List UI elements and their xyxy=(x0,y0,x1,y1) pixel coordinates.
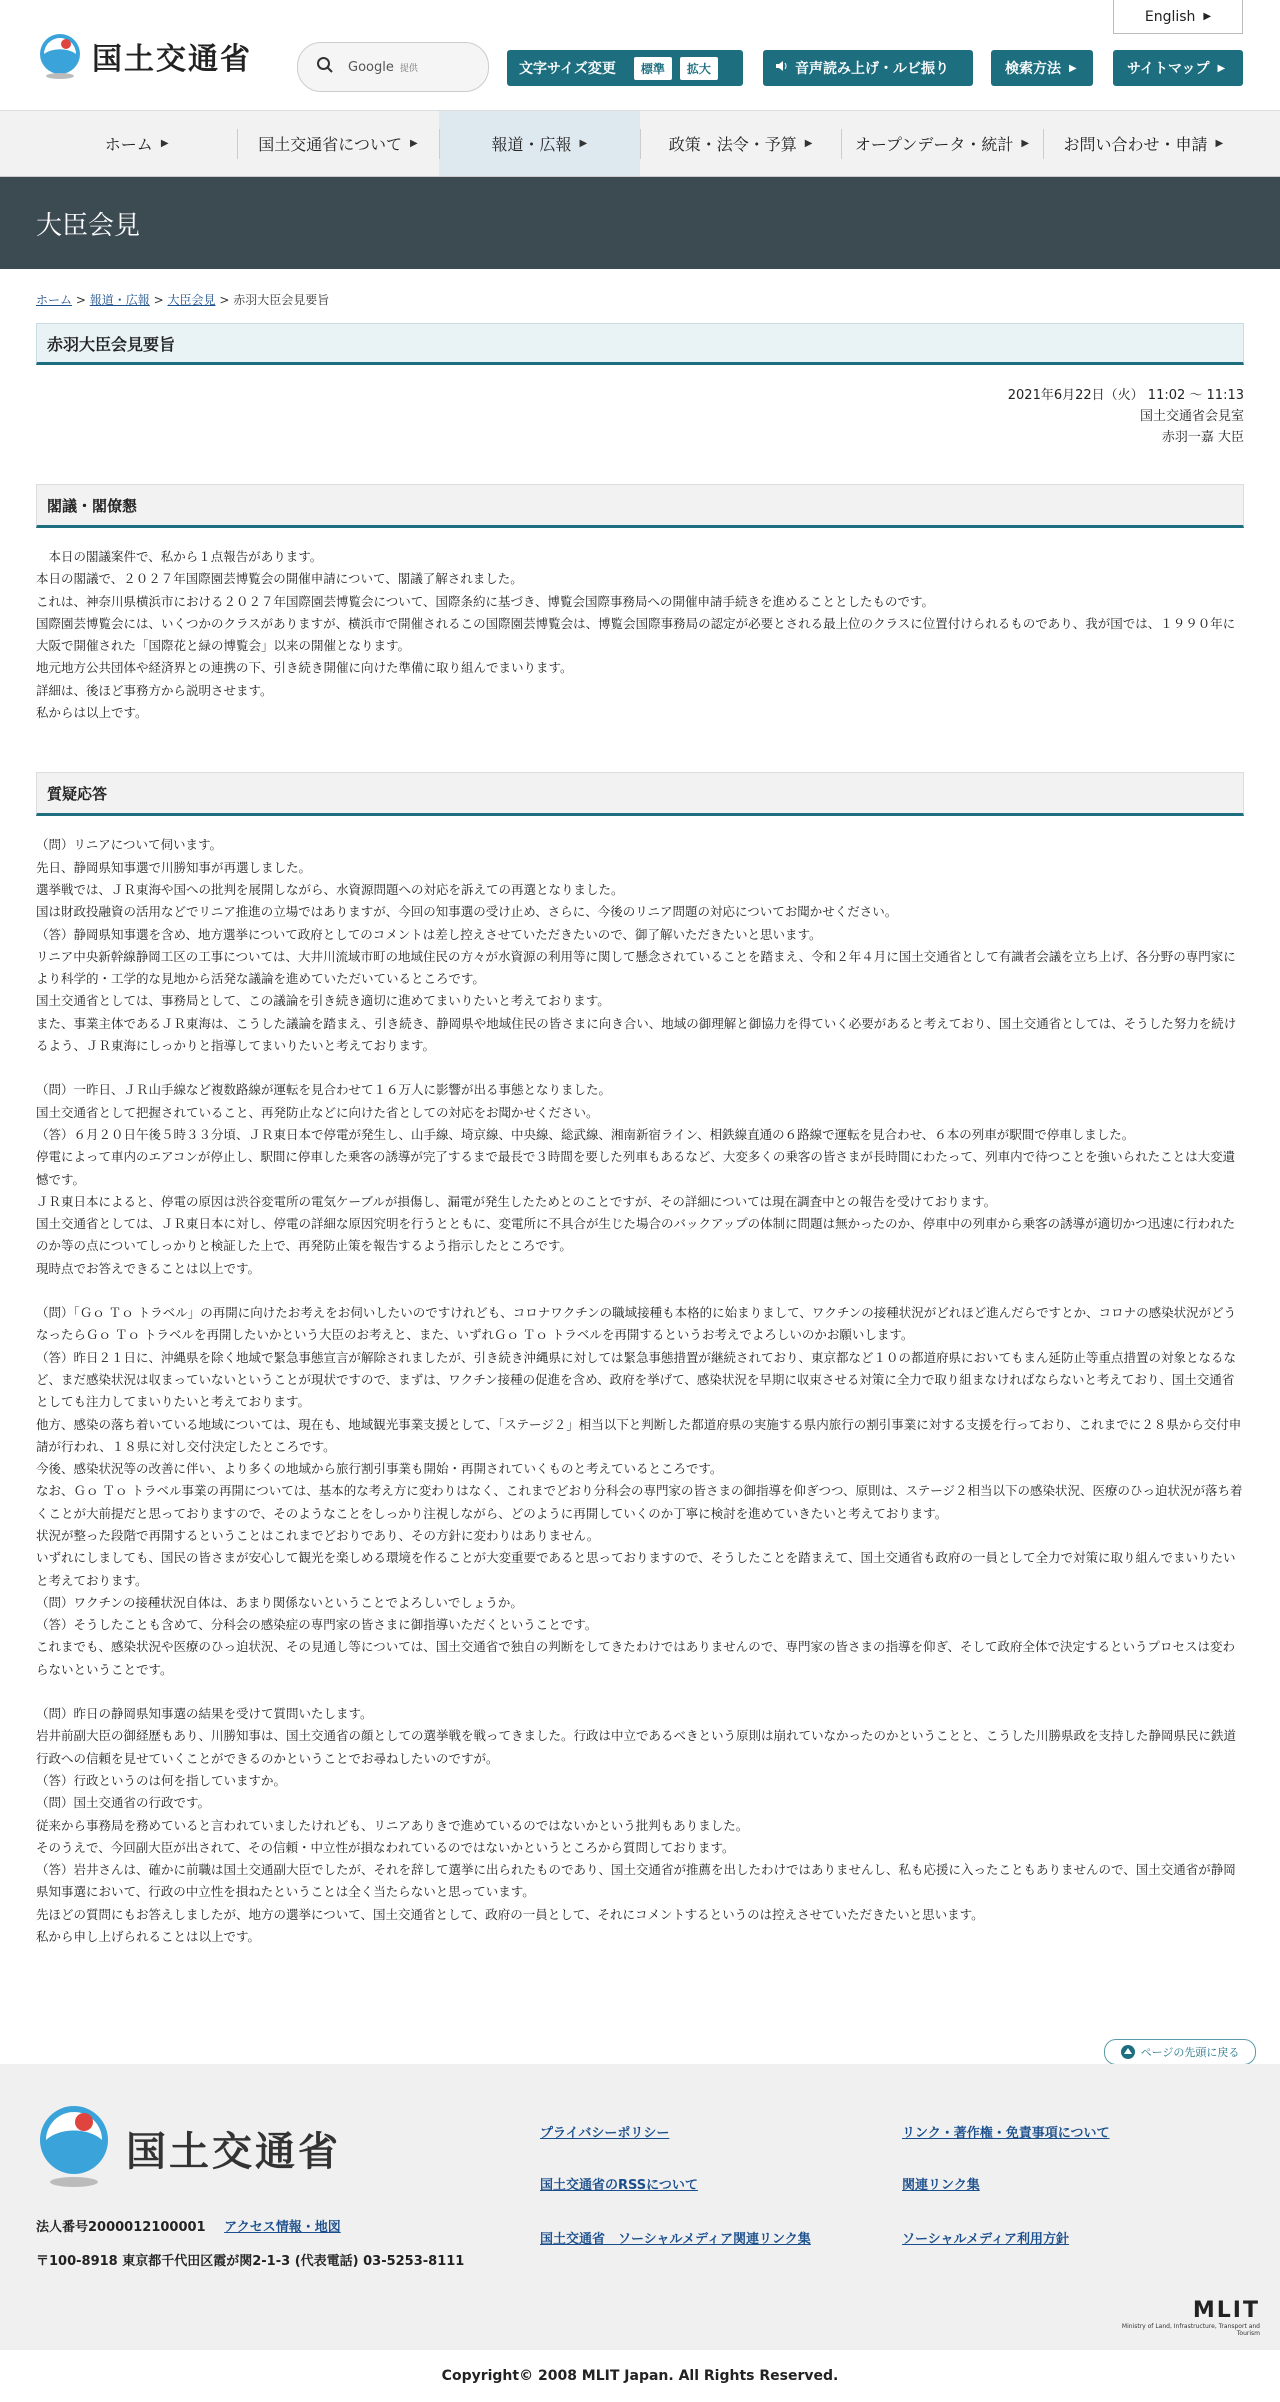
qa-line: （答）岩井さんは、確かに前職は国土交通副大臣でしたが、それを辞して選挙に出られたものであり、国土交通省が推薦を出したわけではありませんし、私も応援に入ったこともありませんので、国土交通省が静岡県知事選において、行政の中立性を損ねたということは全く当たらないと思っています。 xyxy=(36,1862,1236,1900)
footer-logo-text: 国土交通省 xyxy=(126,2128,341,2175)
qa-line: 選挙戦では、ＪＲ東海や国への批判を展開しながら、水資源問題への対応を訴えての再選となりました。 xyxy=(36,881,624,897)
sitemap-button[interactable] xyxy=(1113,50,1243,86)
qa-line: （問）国土交通省の行政です。 xyxy=(36,1795,211,1811)
breadcrumb: ホーム > 報道・広報 > 大臣会見 > 赤羽大臣会見要旨 xyxy=(36,293,330,307)
voice-reading-button[interactable] xyxy=(763,50,973,86)
qa-line: （問）ワクチンの接種状況自体は、あまり関係ないということでよろしいでしょうか。 xyxy=(36,1594,523,1610)
qa-line: また、事業主体であるＪＲ東海は、こうした議論を踏まえ、引き続き、静岡県や地域住民の皆さまに向き合い、地域の御理解と御協力を得ていく必要があると考えており、国土交通省としては、そうした努力を続けるよう、ＪＲ東海にしっかりと指導してまいりたいと考えております。 xyxy=(36,1015,1237,1054)
qa-line: （問）一昨日、ＪＲ山手線など複数路線が運転を見合わせて１６万人に影響が出る事態となりました。 xyxy=(36,1082,612,1098)
arrow-right-icon: ▶ xyxy=(1069,62,1077,74)
qa-line: （答）６月２０日午後５時３３分頃、ＪＲ東日本で停電が発生し、山手線、埼京線、中央線、総武線、湘南新宿ライン、相鉄線直通の６路線で運転を見合わせ、６本の列車が駅間で停車しました。 xyxy=(36,1126,1135,1142)
qa-block xyxy=(36,1703,1244,1948)
press-place: 国土交通省会見室 xyxy=(1139,409,1244,424)
qa-line: 岩井前副大臣の御経歴もあり、川勝知事は、国土交通省の顔としての選挙戦を戦ってきました。行政は中立であるべきという原則は崩れていなかったのかということと、こうした川勝県政を支持した静岡県民に鉄道行政への信頼を見せていくことができるのかということでお尋ねしたいのですが。 xyxy=(36,1728,1237,1766)
section-heading-cabinet: 閣議・閣僚懇 xyxy=(36,484,1244,528)
qa-line: 国土交通省として把握されていること、再発防止などに向けた省としての対応をお聞かせください。 xyxy=(36,1104,599,1120)
mlit-wordmark: MLIT Ministry of Land, Infrastructure, Transport and Tourism xyxy=(1121,2298,1260,2337)
qa-line: 従来から事務局を務めていると言われていましたけれども、リニアありきで進めているのではないかという批判もありました。 xyxy=(36,1817,749,1833)
qa-line: 私から申し上げられることは以上です。 xyxy=(36,1929,261,1945)
site-footer xyxy=(0,2064,1280,2350)
nav-item-contact[interactable]: お問い合わせ・申請 ▶ xyxy=(1043,111,1244,176)
nav-item-opendata[interactable]: オープンデータ・統計 ▶ xyxy=(841,111,1042,176)
breadcrumb-press[interactable]: 報道・広報 xyxy=(89,293,150,307)
english-label: English xyxy=(1144,8,1196,25)
breadcrumb-current: 赤羽大臣会見要旨 xyxy=(233,293,330,307)
qa-line: 今後、感染状況等の改善に伴い、より多くの地域から旅行割引事業も開始・再開されていくものと考えているところです。 xyxy=(36,1461,723,1477)
footer-logo[interactable] xyxy=(36,2104,341,2192)
site-search-box[interactable] xyxy=(297,42,489,92)
qa-line: ＪＲ東日本によると、停電の原因は渋谷変電所の電気ケーブルが損傷し、漏電が発生したためとのことですが、その詳細については現在調査中との報告を受けております。 xyxy=(36,1193,997,1209)
breadcrumb-kaiken[interactable]: 大臣会見 xyxy=(167,293,216,307)
press-minister: 赤羽一嘉 大臣 xyxy=(1161,430,1244,445)
search-method-button[interactable] xyxy=(991,50,1093,86)
qa-line: 状況が整った段階で再開するということはこれまでどおりであり、その方針に変わりはありません。 xyxy=(36,1527,600,1543)
arrow-right-icon: ▶ xyxy=(1203,11,1212,22)
paragraph: 地元地方公共団体や経済界との連携の下、引き続き開催に向けた準備に取り組んでまいります。 xyxy=(36,660,573,676)
arrow-up-icon xyxy=(1121,2045,1135,2059)
page-top-button[interactable]: ページの先頭に戻る xyxy=(1104,2039,1256,2065)
qa-line: リニア中央新幹線静岡工区の工事については、大井川流域市町の地域住民の方々が水資源の利用等に関して懸念されていることを踏まえ、令和２年４月に国土交通省として有識者会議を立ち上げ、各分野の専門家により科学的・工学的な見地から活発な議論を進めていただいているところです。 xyxy=(36,948,1236,987)
speaker-icon xyxy=(775,59,789,77)
paragraph: 国際園芸博覧会には、いくつかのクラスがありますが、横浜市で開催されるこの国際園芸博覧会は、博覧会国際事務局の認定が必要とされる最上位のクラスに位置付けられるものであり、我が国では、１９９０年に大阪で開催された「国際花と緑の博覧会」以来の開催となります。 xyxy=(36,615,1236,654)
paragraph: 詳細は、後ほど事務方から説明させます。 xyxy=(36,682,273,698)
fontsize-label: 文字サイズ変更 xyxy=(519,61,616,77)
qa-line: なお、Ｇｏ Ｔｏ トラベル事業の再開については、基本的な考え方に変わりはなく、これまでどおり分科会の専門家の皆さまの御指導を仰ぎつつ、原則は、ステージ２相当以下の感染状況、医療のひっ迫状況が落ち着くことが大前提だと思っておりますので、そのようなことをしっかり注視しながら、どのように再開していくのか丁寧に検討を進めていきたいと考えております。 xyxy=(36,1483,1243,1521)
nav-item-about[interactable]: 国土交通省について ▶ xyxy=(237,111,438,176)
arrow-right-icon: ▶ xyxy=(1021,138,1030,149)
nav-item-home[interactable]: ホーム ▶ xyxy=(104,135,169,154)
banner-title: 大臣会見 xyxy=(36,210,141,241)
copyright: Copyright© 2008 MLIT Japan. All Rights Reserved. xyxy=(0,2350,1280,2402)
sitemap-label: サイトマップ xyxy=(1127,61,1210,77)
english-button[interactable] xyxy=(1113,0,1243,34)
nav-item-press[interactable]: 報道・広報 ▶ xyxy=(439,111,640,176)
page-title: 赤羽大臣会見要旨 xyxy=(36,323,1244,365)
press-meta xyxy=(36,385,1244,448)
qa-block xyxy=(36,834,1244,1057)
arrow-right-icon: ▶ xyxy=(409,138,418,149)
qa-line: 先日、静岡県知事選で川勝知事が再選しました。 xyxy=(36,859,312,875)
qa-line: （問）「Ｇｏ Ｔｏ トラベル」の再開に向けたお考えをお伺いしたいのですけれども、コロナワクチンの職域接種も本格的に始まりまして、ワクチンの接種状況がどれほど進んだらですとか、コロナの感染状況がどうなったらＧｏ Ｔｏ トラベルを再開したいかという大臣のお考えと、また、いずれＧｏ Ｔｏ トラベルを再開するというお考えでよろしいのかお願いします。 xyxy=(36,1305,1237,1343)
qa-line: 国土交通省としては、事務局として、この議論を引き続き適切に進めてまいりたいと考えております。 xyxy=(36,993,610,1009)
paragraph: これは、神奈川県横浜市における２０２７年国際園芸博覧会について、国際条約に基づき、博覧会国際事務局への開催申請手続きを進めることとしたものです。 xyxy=(36,593,935,609)
search-method-label: 検索方法 xyxy=(1005,61,1061,77)
address: 〒100-8918 東京都千代田区霞が関2-1-3 (代表電話) 03-5253-8111 xyxy=(36,2254,465,2269)
qa-line: （問）リニアについて伺います。 xyxy=(36,837,223,853)
qa-line: 国土交通省としては、ＪＲ東日本に対し、停電の詳細な原因究明を行うとともに、変電所に不具合が生じた場合のバックアップの体制に問題は無かったのか、停車中の列車から乗客の誘導が適切かつ迅速に行われたのか等の点についてしっかりと検証した上で、再発防止策を報告するよう指示したところです。 xyxy=(36,1216,1236,1254)
qa-line: これまでも、感染状況や医療のひっ迫状況、その見通し等については、国土交通省で独自の判断をしてきたわけではありませんので、専門家の皆さまの指導を仰ぎ、そして政府全体で決定するというプロセスは変わらないということです。 xyxy=(36,1639,1236,1677)
qa-line: （答）行政というのは何を指していますか。 xyxy=(36,1772,287,1788)
privacy-policy-link[interactable]: プライバシーポリシー xyxy=(540,2126,670,2141)
corp-info xyxy=(36,2216,341,2235)
voice-reading-label: 音声読み上げ・ルビ振り xyxy=(795,61,949,77)
cabinet-report xyxy=(36,546,1244,724)
section-heading-qa: 質疑応答 xyxy=(36,772,1244,816)
fontsize-large-button[interactable]: 拡大 xyxy=(680,57,718,80)
search-brand: Google xyxy=(348,59,394,75)
arrow-right-icon: ▶ xyxy=(804,138,813,149)
press-datetime: 2021年6月22日（火） 11:02 ～ 11:13 xyxy=(1007,388,1244,403)
qa-line: 停電によって車内のエアコンが停止し、駅間に停車した乗客の誘導が完了するまで最長で３時間を要した列車もあるなど、大変多くの乗客の皆さまが長時間にわたって、列車内で待つことを強いられたことは大変遺憾です。 xyxy=(36,1149,1236,1187)
category-banner xyxy=(0,177,1280,269)
arrow-right-icon: ▶ xyxy=(579,138,588,149)
social-media-policy-link[interactable]: ソーシャルメディア利用方針 xyxy=(902,2232,1070,2247)
mlit-logo-icon xyxy=(36,32,84,80)
qa-line: 国は財政投融資の活用などでリニア推進の立場ではありますが、今回の知事選の受け止め、さらに、今後のリニア問題の対応についてお聞かせください。 xyxy=(36,904,898,920)
fontsize-control xyxy=(507,50,743,86)
paragraph: 本日の閣議で、２０２７年国際園芸博覧会の開催申請について、閣議了解されました。 xyxy=(36,571,523,587)
social-media-links-link[interactable]: 国土交通省 ソーシャルメディア関連リンク集 xyxy=(540,2232,811,2247)
paragraph: 私からは以上です。 xyxy=(36,705,148,721)
site-logo[interactable] xyxy=(36,32,252,80)
arrow-right-icon: ▶ xyxy=(160,138,169,149)
qa-content xyxy=(36,834,1244,1948)
paragraph: 本日の閣議案件で、私から１点報告があります。 xyxy=(36,549,323,564)
nav-item-policy[interactable]: 政策・法令・予算 ▶ xyxy=(640,111,841,176)
site-header xyxy=(0,0,1280,111)
qa-line: 先ほどの質問にもお答えしましたが、地方の選挙について、国土交通省として、政府の一員として、それにコメントするというのは控えさせていただきたいと思います。 xyxy=(36,1906,984,1922)
search-provider: 提供 xyxy=(399,63,418,74)
qa-line: （答）昨日２１日に、沖縄県を除く地域で緊急事態宣言が解除されましたが、引き続き沖縄県に対しては緊急事態措置が継続されており、東京都など１０の都道府県においてもまん延防止等重点措置の対象となるなど、まだ感染状況は収まっていないということが現状ですので、まずは、ワクチン接種の促進を含め、政府を挙げて、感染状況を早期に収束させる対策に全力で取り組まなければならないと考えており、国土交通省としても注力してまいりたいと考えております。 xyxy=(36,1349,1237,1410)
qa-block xyxy=(36,1079,1244,1280)
qa-line: 他方、感染の落ち着いている地域については、現在も、地域観光事業支援として、「ステージ２」相当以下と判断した都道府県の実施する県内旅行の割引事業に対する支援を行っており、これまでに２８県から交付申請が行われ、１８県に対し交付決定したところです。 xyxy=(36,1416,1242,1454)
search-icon[interactable] xyxy=(316,56,334,78)
qa-line: （答）そうしたことも含めて、分科会の感染症の専門家の皆さまに御指導いただくということです。 xyxy=(36,1617,598,1633)
corp-number: 法人番号2000012100001 xyxy=(36,2220,206,2235)
related-links-link[interactable]: 関連リンク集 xyxy=(902,2178,980,2193)
qa-line: そのうえで、今回副大臣が出されて、その信頼・中立性が損なわれているのではないかというところから質問しております。 xyxy=(36,1839,735,1855)
qa-line: （答）静岡県知事選を含め、地方選挙について政府としてのコメントは差し控えさせていただきたいので、御了解いただきたいと思います。 xyxy=(36,926,822,942)
main-content xyxy=(0,291,1280,1948)
arrow-right-icon: ▶ xyxy=(1215,138,1224,149)
global-nav xyxy=(0,111,1280,177)
breadcrumb-home[interactable]: ホーム xyxy=(36,293,73,307)
arrow-right-icon: ▶ xyxy=(1217,62,1226,74)
copyright-link[interactable]: リンク・著作権・免責事項について xyxy=(902,2126,1110,2141)
mlit-logo-icon xyxy=(36,2104,112,2192)
access-map-link[interactable]: アクセス情報・地図 xyxy=(224,2220,341,2235)
fontsize-standard-button[interactable]: 標準 xyxy=(634,57,672,80)
qa-line: 現時点でお答えできることは以上です。 xyxy=(36,1260,261,1276)
qa-block xyxy=(36,1302,1244,1681)
rss-link[interactable]: 国土交通省のRSSについて xyxy=(540,2178,698,2193)
qa-line: いずれにしましても、国民の皆さまが安心して観光を楽しめる環境を作ることが大変重要であると思っておりますので、そうしたことを踏まえて、国土交通省も政府の一員として全力で対策に取り組んでまいりたいと考えております。 xyxy=(36,1550,1236,1588)
site-logo-text: 国土交通省 xyxy=(92,42,252,77)
qa-line: （問）昨日の静岡県知事選の結果を受けて質問いたします。 xyxy=(36,1706,373,1722)
